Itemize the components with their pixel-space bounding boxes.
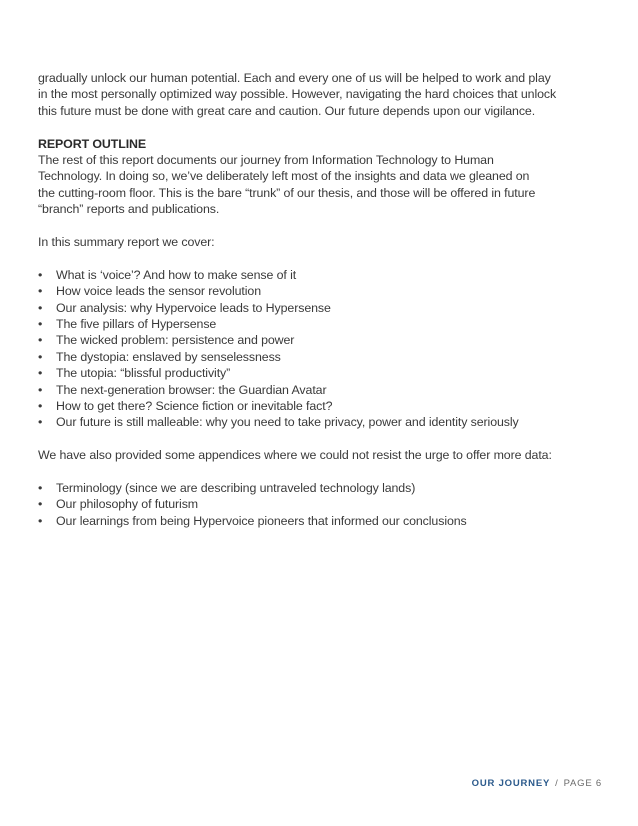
text-line: the cutting-room floor. This is the bare “trunk” of our thesis, and those will be offered in future <box>38 185 536 200</box>
list-item: • How to get there? Science fiction or inevitable fact? <box>38 399 333 414</box>
list-item: • Our analysis: why Hypervoice leads to Hypersense <box>38 300 331 315</box>
bullet-icon: • <box>38 284 43 299</box>
list-item: • Our learnings from being Hypervoice pioneers that informed our conclusions <box>38 513 467 528</box>
text-line: The rest of this report documents our journey from Information Technology to Human <box>38 153 494 168</box>
bullet-icon: • <box>38 300 43 315</box>
section-heading: REPORT OUTLINE <box>38 136 147 151</box>
summary-intro: In this summary report we cover: <box>38 235 215 250</box>
list-item: • The dystopia: enslaved by senselessness <box>38 349 281 364</box>
report-outline-section <box>38 136 608 218</box>
list-item: • The next-generation browser: the Guardian Avatar <box>38 382 327 397</box>
list-item: • The five pillars of Hypersense <box>38 317 217 332</box>
list-item: • What is ‘voice’? And how to make sense of it <box>38 267 297 282</box>
text-line: in the most personally optimized way possible. However, navigating the hard choices that unlock <box>38 87 557 102</box>
footer-section-title: OUR JOURNEY <box>471 778 551 789</box>
list-item: • How voice leads the sensor revolution <box>38 284 261 299</box>
list-item: • The wicked problem: persistence and power <box>38 333 295 348</box>
page-number: PAGE 6 <box>563 778 602 789</box>
list-item: • Our future is still malleable: why you need to take privacy, power and identity seriously <box>38 415 519 430</box>
bullet-icon: • <box>38 349 43 364</box>
document-page <box>38 70 608 529</box>
appendices-list <box>38 480 608 529</box>
text-line: gradually unlock our human potential. Each and every one of us will be helped to work and play <box>38 71 551 85</box>
bullet-icon: • <box>38 267 43 282</box>
footer-separator: / <box>555 778 559 789</box>
list-item: • The utopia: “blissful productivity” <box>38 366 231 381</box>
list-item: • Terminology (since we are describing untraveled technology lands) <box>38 481 416 496</box>
page-footer <box>472 778 602 789</box>
bullet-icon: • <box>38 317 43 332</box>
bullet-icon: • <box>38 497 43 512</box>
list-item: • Our philosophy of futurism <box>38 497 199 512</box>
bullet-icon: • <box>38 382 43 397</box>
text-line: this future must be done with great care and caution. Our future depends upon our vigilance. <box>38 103 536 118</box>
bullet-icon: • <box>38 366 43 381</box>
bullet-icon: • <box>38 333 43 348</box>
appendices-intro: We have also provided some appendices where we could not resist the urge to offer more data: <box>38 448 552 463</box>
text-line: Technology. In doing so, we’ve deliberately left most of the insights and data we gleaned on <box>38 169 530 184</box>
bullet-icon: • <box>38 399 43 414</box>
summary-list <box>38 267 608 431</box>
bullet-icon: • <box>38 415 43 430</box>
intro-paragraph <box>38 70 608 119</box>
bullet-icon: • <box>38 481 43 496</box>
bullet-icon: • <box>38 513 43 528</box>
text-line: “branch” reports and publications. <box>38 202 220 217</box>
